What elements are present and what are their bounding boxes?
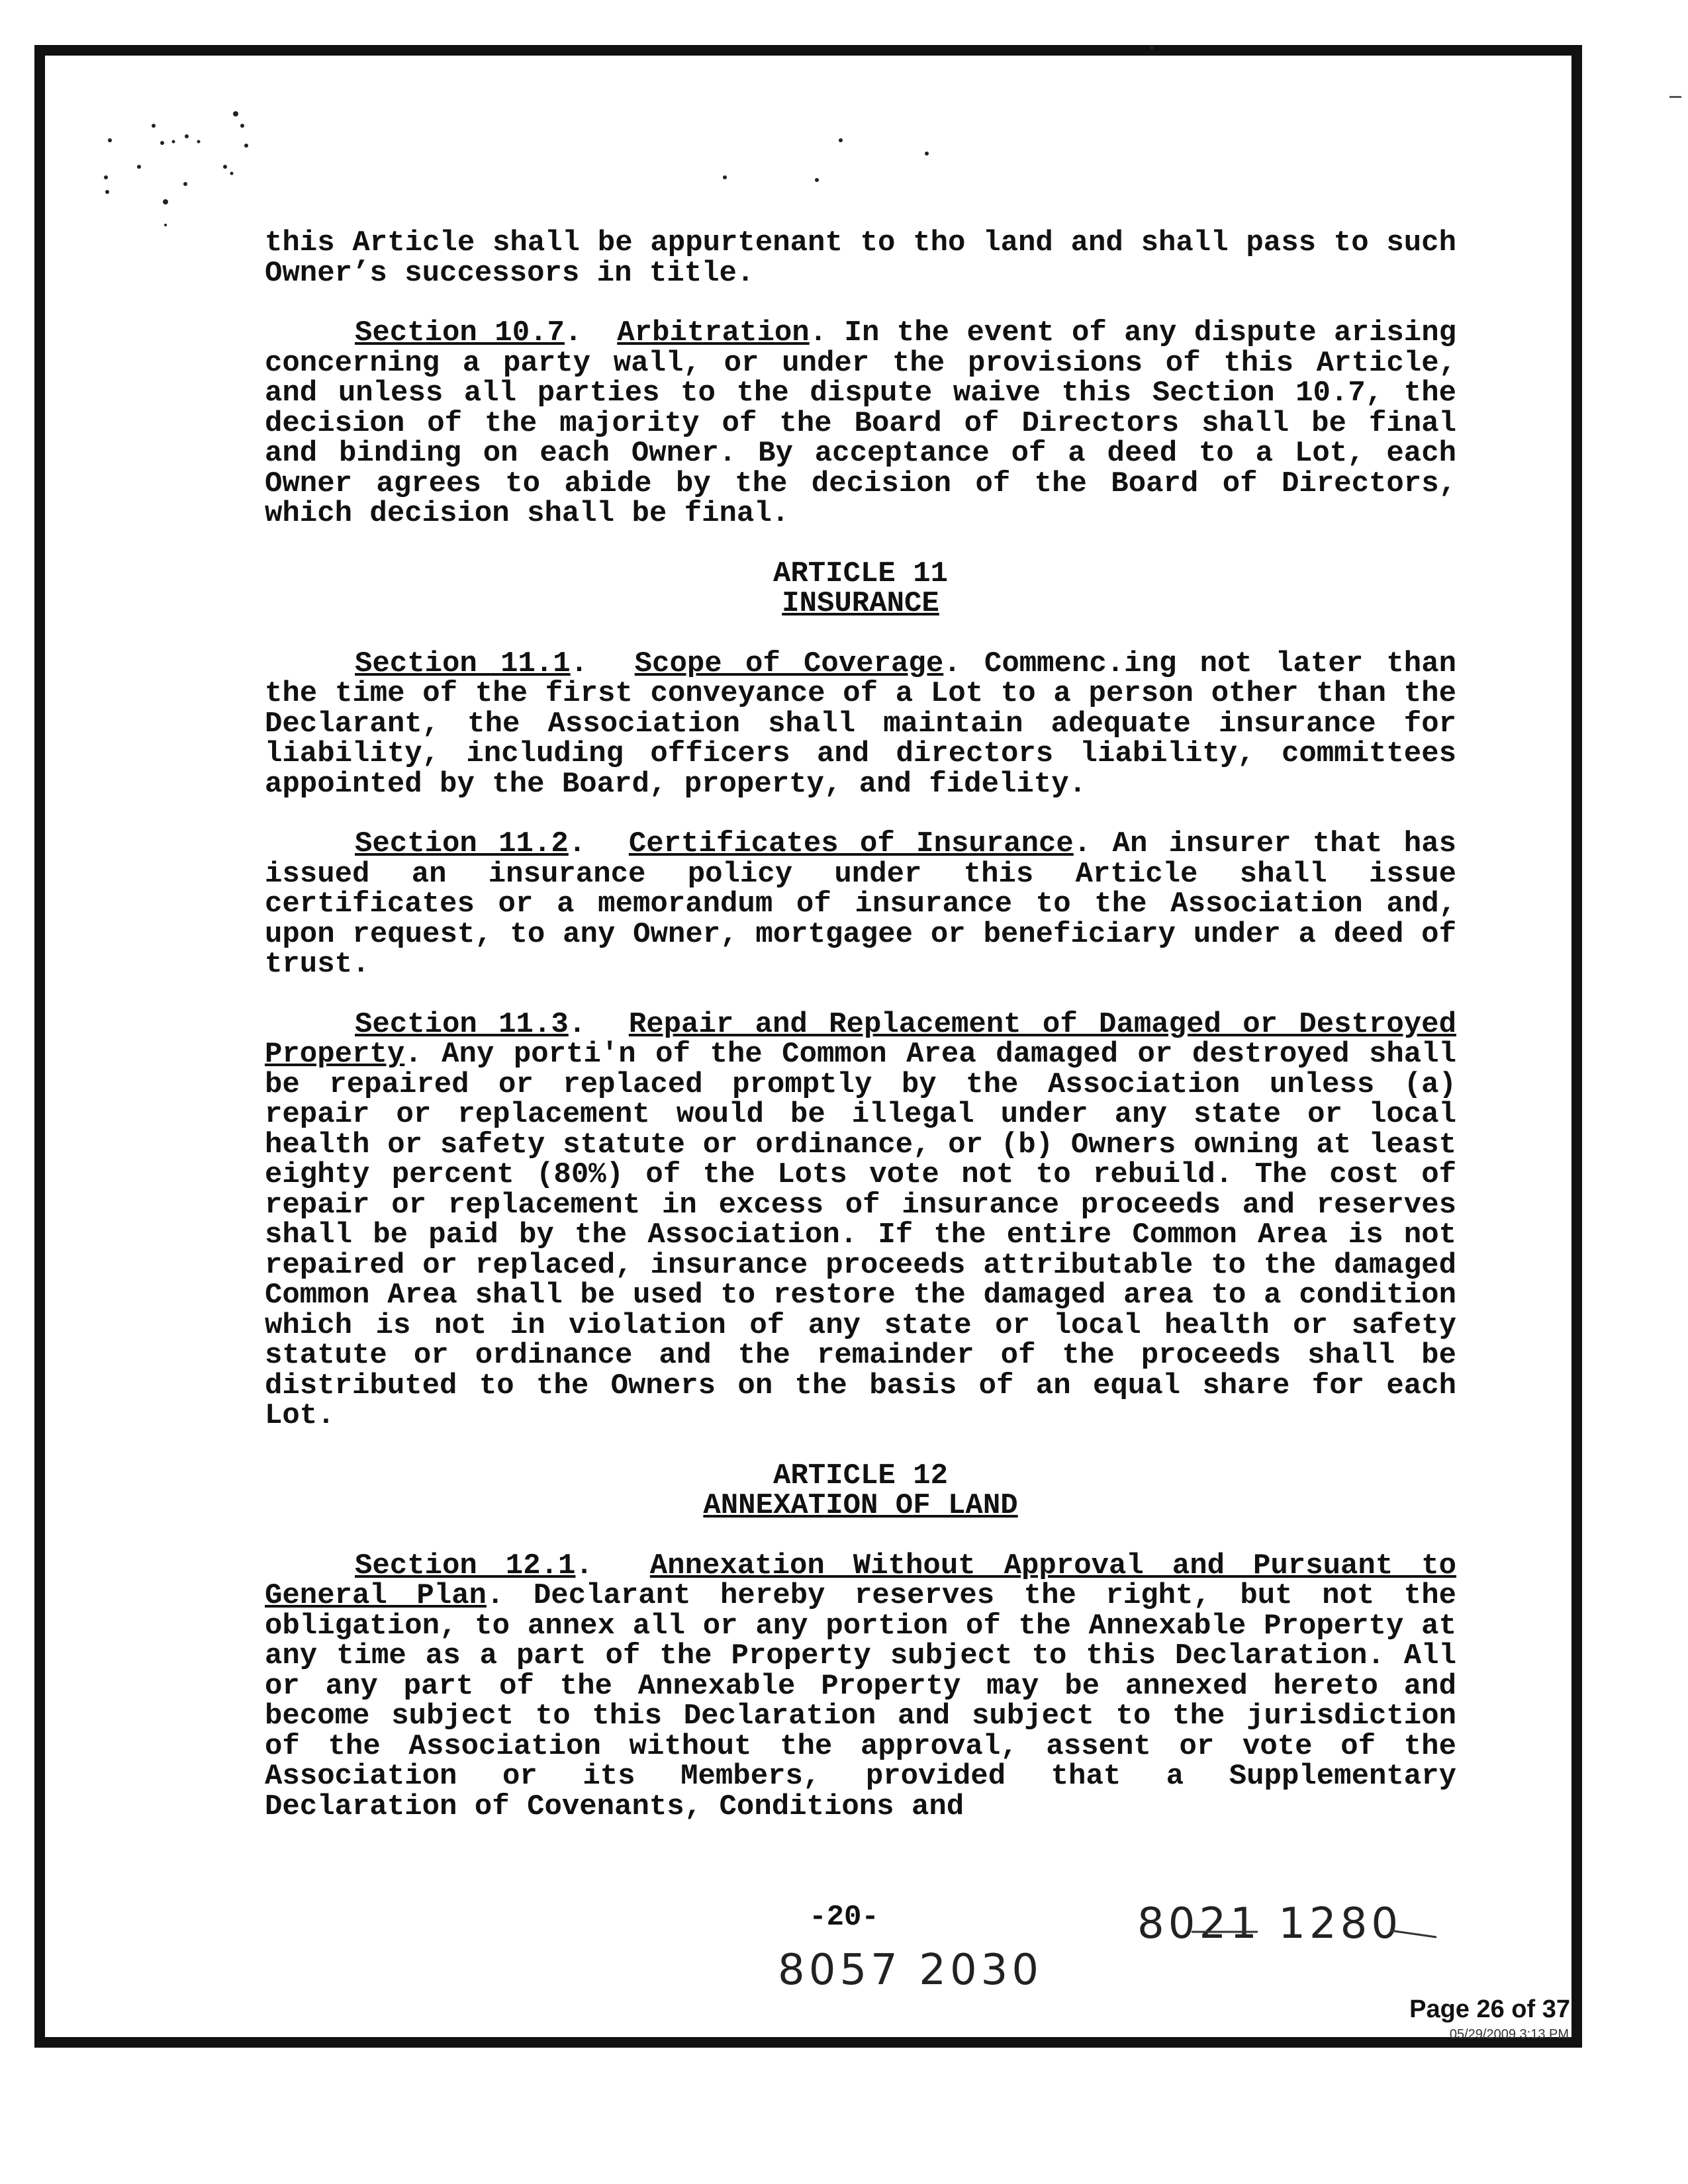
print-timestamp: 05/29/2009 3:13 PM <box>1449 2027 1569 2042</box>
book-page-stamp: 8057 2030 <box>778 1946 1043 1995</box>
section-11-2-body: An insurer that has issued an insurance policy under this Article shall issue certificates or a memorandum of insurance to the Association and, upon request, to any Owner, mortgagee or beneficiary under a deed of trust. <box>265 827 1456 981</box>
section-12-1: Section 12.1. Annexation Without Approval and Pursuant to General Plan. Declarant hereby reserves the right, but not the obligation, to annex all or any portion of the Annexable Property at any time as a part of the Property subject to this Declaration. All or any part of the Annexable Property may be annexed hereto and become subject to this Declaration and subject to the jurisdiction of the Association without the approval, assent or vote of the Association or its Members, provided that a Supplementary Declaration of Covenants, Conditions and <box>265 1549 1457 1823</box>
section-10-7-number: Section 10.7 <box>355 316 565 349</box>
section-11-3: Section 11.3. Repair and Replacement of Damaged or Destroyed Property. Any porti'n of the Common Area damaged or destroyed shall be repaired or replaced promptly by the Association unless (a) repair or replacement would be illegal under any state or local health or safety statute or ordinance, or (b) Owners owning at least eighty percent (80%) of the Lots vote not to rebuild. The cost of repair or replacement in excess of insurance proceeds and reserves shall be paid by the Association. If the entire Common Area is not repaired or replaced, insurance proceeds attributable to the damaged Common Area shall be used to restore the damaged area to a condition which is not in violation of any state or local health or safety statute or ordinance and the remainder of the proceeds shall be distributed to the Owners on the basis of an equal share for each Lot. <box>265 1007 1456 1432</box>
page-counter: Page 26 of 37 <box>1409 1995 1570 2023</box>
article-12-heading: ARTICLE 12 <box>773 1459 949 1492</box>
section-12-1-title: Annexation Without Approval and Pursuant to General Plan <box>265 1549 1456 1612</box>
section-12-1-body: Declarant hereby reserves the right, but not the obligation, to annex all or any portion of the Annexable Property at any time as a part of the Property subject to this Declaration. All or any part of the Annexable Property may be annexed hereto and become subject to this Declaration and subject to the jurisdiction of the Association without the approval, assent or vote of the Association or its Members, provided that a Supplementary Declaration of Covenants, Conditions and <box>265 1579 1457 1823</box>
paragraph-continuation: this Article shall be appurtenant to tho land and shall pass to such Owner’s successors in title. <box>265 226 1456 290</box>
document-body <box>265 228 1456 1822</box>
article-11-heading: ARTICLE 11 <box>773 557 949 590</box>
margin-mark <box>1669 96 1681 98</box>
section-12-1-number: Section 12.1 <box>355 1549 576 1582</box>
section-10-7: Section 10.7. Arbitration. In the event of any dispute arising concerning a party wall, or under the provisions of this Article, and unless all parties to the dispute waive this Section 10.7, the decision of the majority of the Board of Directors shall be final and binding on each Owner. By acceptance of a deed to a Lot, each Owner agrees to abide by the decision of the Board of Directors, which decision shall be final. <box>265 316 1456 530</box>
section-10-7-body: In the event of any dispute arising concerning a party wall, or under the provisions of this Article, and unless all parties to the dispute waive this Section 10.7, the decision of the majority of the Board of Directors shall be final and binding on each Owner. By acceptance of a deed to a Lot, each Owner agrees to abide by the decision of the Board of Directors, which decision shall be final. <box>265 316 1456 530</box>
section-11-1-number: Section 11.1 <box>355 647 571 680</box>
article-11-title: INSURANCE <box>782 587 939 620</box>
section-11-2-title: Certificates of Insurance <box>628 827 1074 860</box>
section-11-3-body: Any porti'n of the Common Area damaged or destroyed shall be repaired or replaced promptly by the Association unless (a) repair or replacement would be illegal under any state or local health or safety statute or ordinance, or (b) Owners owning at least eighty percent (80%) of the Lots vote not to rebuild. The cost of repair or replacement in excess of insurance proceeds and reserves shall be paid by the Association. If the entire Common Area is not repaired or replaced, insurance proceeds attributable to the damaged Common Area shall be used to restore the damaged area to a condition which is not in violation of any state or local health or safety statute or ordinance and the remainder of the proceeds shall be distributed to the Owners on the basis of an equal share for each Lot. <box>265 1038 1456 1432</box>
article-12-title: ANNEXATION OF LAND <box>703 1489 1018 1522</box>
section-10-7-title: Arbitration <box>617 316 810 349</box>
strike-line <box>1178 1923 1443 1942</box>
struck-number-stamp: 8021 1280 <box>1137 1899 1403 1948</box>
section-11-1-body: Commenc.ing not later than the time of the first conveyance of a Lot to a person other than the Declarant, the Association shall maintain adequate insurance for liability, including officers and directors liability, committees appointed by the Board, property, and fidelity. <box>265 647 1457 801</box>
section-11-3-title: Repair and Replacement of Damaged or Destroyed Property <box>265 1007 1456 1071</box>
section-11-3-number: Section 11.3 <box>355 1007 569 1041</box>
section-11-2: Section 11.2. Certificates of Insurance. An insurer that has issued an insurance policy under this Article shall issue certificates or a memorandum of insurance to the Association and, upon request, to any Owner, mortgagee or beneficiary under a deed of trust. <box>265 827 1456 981</box>
page-folio: -20- <box>809 1901 879 1934</box>
section-11-1: Section 11.1. Scope of Coverage. Commenc.ing not later than the time of the first conveyance of a Lot to a person other than the Declarant, the Association shall maintain adequate insurance for liability, including officers and directors liability, committees appointed by the Board, property, and fidelity. <box>265 647 1457 801</box>
section-11-2-number: Section 11.2 <box>355 827 569 860</box>
section-11-1-title: Scope of Coverage <box>634 647 944 680</box>
scan-specks <box>0 0 1688 265</box>
